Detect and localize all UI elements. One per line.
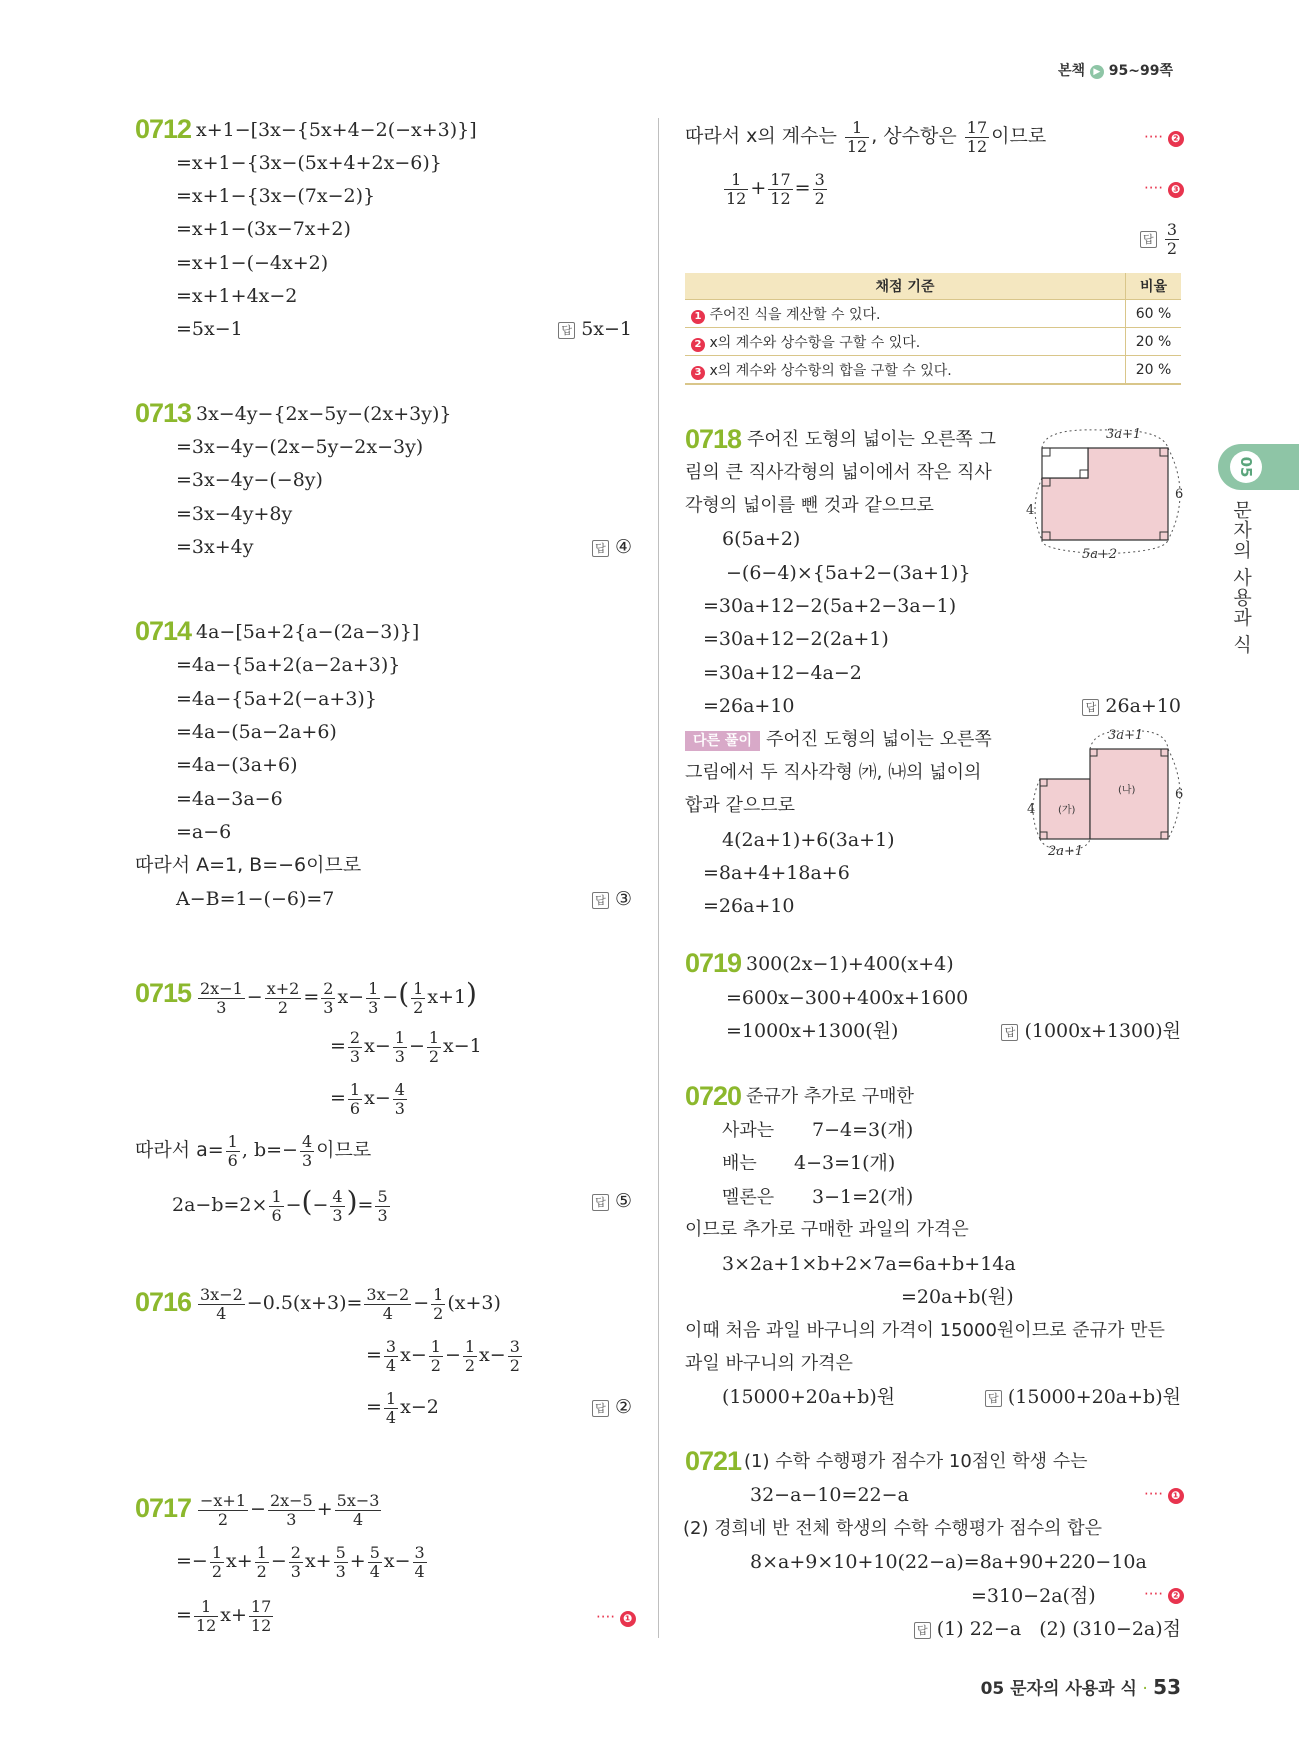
p0714-line-3: =4a−{5a+2(−a+3)} <box>176 688 377 710</box>
p0716-line-1: $\frac{3x-2}{4}$ −0.5(x+3)= $\frac{3x-2}{4}$ − $\frac{1}{2}$ (x+3) <box>200 1284 501 1323</box>
p0721-part-1: (1) 수학 수행평가 점수가 10점인 학생 수는 <box>744 1451 1088 1472</box>
fraction: $\frac{3}{4}$ <box>385 1336 397 1375</box>
p0712-line-4: =x+1−(3x−7x+2) <box>176 218 351 240</box>
header-book: 본책 <box>1057 63 1086 79</box>
p0718-line-3: =30a+12−2(5a+2−3a−1) <box>703 595 957 617</box>
fraction: $\frac{1}{2}$ <box>430 1336 441 1375</box>
p0718-text-2: 림의 큰 직사각형의 넓이에서 작은 직사 <box>685 462 992 483</box>
page-footer <box>981 1674 1181 1699</box>
p0721-part-2-calc-2: =310−2a(점) <box>971 1585 1096 1607</box>
p0718-alt-line-a: 4(2a+1)+6(3a+1) <box>722 829 895 851</box>
p0718-alt-text-3: 합과 같으므로 <box>685 795 796 816</box>
p0719-line-1: 300(2x−1)+400(x+4) <box>746 953 954 975</box>
grading-header-ratio: 비율 <box>1126 273 1182 300</box>
step-marker-2b: ···· ❷ <box>1144 1585 1184 1604</box>
p0717-line-1: $\frac{-x+1}{2}$ − $\frac{2x-5}{3}$ + $\frac{5x-3}{4}$ <box>200 1490 380 1529</box>
table-row: 3 x의 계수와 상수항의 합을 구할 수 있다. 20 % <box>685 356 1181 385</box>
alt-solution-tag: 다른 풀이 <box>685 731 760 751</box>
fraction: $\frac{1}{6}$ <box>271 1186 282 1225</box>
p0715-final: 2a−b=2× $\frac{1}{6}$ −(− $\frac{4}{3}$ )= $\frac{5}{3}$ <box>172 1185 388 1225</box>
p0712-line-1: x+1−[3x−{5x+4−2(−x+3)}] <box>196 119 477 141</box>
p0713-line-2: =3x−4y−(2x−5y−2x−3y) <box>176 436 424 458</box>
fraction: $\frac{17}{12}$ <box>250 1596 272 1635</box>
answer-icon: 답 <box>1082 699 1099 716</box>
p0715-line-1: $\frac{2x-1}{3}$ − $\frac{x+2}{2}$ = $\frac{2}{3}$ x− $\frac{1}{3}$ −( $\frac{1}{2}$ x+1) <box>200 977 477 1017</box>
fraction: $\frac{1}{3}$ <box>394 1027 405 1066</box>
p0716-line-3: = $\frac{1}{4}$ x−2 <box>366 1388 439 1427</box>
fraction: $\frac{1}{12}$ <box>846 117 868 156</box>
fraction: $\frac{1}{2}$ <box>464 1336 476 1375</box>
fraction: $\frac{3x-2}{4}$ <box>366 1284 410 1323</box>
p0712-line-7: =5x−1 <box>176 318 243 340</box>
problem-number-0720: 0720 <box>685 1081 742 1111</box>
p0718-line-6: =26a+10 <box>703 695 795 717</box>
fraction: $\frac{1}{6}$ <box>349 1079 361 1118</box>
fraction: $\frac{1}{2}$ <box>256 1542 267 1581</box>
p0717-cont-line-2: $\frac{1}{12}$ + $\frac{17}{12}$ = $\frac{3}{2}$ <box>726 169 825 208</box>
fraction: $\frac{2}{3}$ <box>323 978 334 1017</box>
fraction: $\frac{1}{4}$ <box>385 1388 397 1427</box>
fig1-top-label: 3a+1 <box>1106 427 1142 442</box>
p0718-line-5: =30a+12−4a−2 <box>703 662 862 684</box>
step-marker-1: ···· ❶ <box>596 1608 636 1627</box>
p0712-line-6: =x+1+4x−2 <box>176 285 298 307</box>
fraction: $\frac{2x-1}{3}$ <box>200 978 243 1017</box>
p0720-text-2: 이때 처음 과일 바구니의 가격이 15000원이므로 준규가 만든 <box>685 1320 1165 1341</box>
p0718-line-1: 6(5a+2) <box>722 528 801 550</box>
p0720-final: (15000+20a+b)원 <box>722 1386 896 1408</box>
fig1-bottom-label: 5a+2 <box>1082 547 1118 562</box>
answer-icon: 답 <box>1001 1024 1018 1041</box>
p0715-line-2: = $\frac{2}{3}$ x− $\frac{1}{3}$ − $\frac{1}{2}$ x−1 <box>330 1027 482 1066</box>
p0713-line-3: =3x−4y−(−8y) <box>176 469 323 491</box>
fraction: $\frac{1}{3}$ <box>368 978 379 1017</box>
answer-icon: 답 <box>558 322 575 339</box>
answer-icon: 답 <box>592 540 609 557</box>
p0718-alt-line-1: 다른 풀이 주어진 도형의 넓이는 오른쪽 <box>685 727 992 753</box>
p0717-line-3: = $\frac{1}{12}$ x+ $\frac{17}{12}$ <box>176 1596 272 1635</box>
footer-chapter: 05 문자의 사용과 식 <box>980 1679 1137 1699</box>
p0716-answer <box>592 1394 632 1420</box>
table-row: 2 x의 계수와 상수항을 구할 수 있다. 20 % <box>685 328 1181 356</box>
p0714-line-7: =a−6 <box>176 821 232 843</box>
fraction: $\frac{-x+1}{2}$ <box>200 1490 247 1529</box>
answer-text: 5x−1 <box>581 318 632 340</box>
p0719-line-3: =1000x+1300(원) <box>726 1020 899 1042</box>
fraction: $\frac{17}{12}$ <box>966 117 988 156</box>
p0721-answer <box>914 1616 1181 1642</box>
fraction: $\frac{1}{2}$ <box>433 1284 444 1323</box>
fraction: $\frac{5}{3}$ <box>335 1542 346 1581</box>
p0720-calc-1: 3×2a+1×b+2×7a=6a+b+14a <box>722 1253 1016 1275</box>
fraction: $\frac{3x-2}{4}$ <box>200 1284 243 1323</box>
p0713-line-1: 3x−4y−{2x−5y−(2x+3y)} <box>196 403 452 425</box>
p0715-line-3: = $\frac{1}{6}$ x− $\frac{4}{3}$ <box>330 1079 405 1118</box>
answer-text: ② <box>614 1396 632 1418</box>
fraction: $\frac{4}{3}$ <box>332 1186 343 1225</box>
p0718-alt-line-c: =26a+10 <box>703 895 795 917</box>
fraction: $\frac{3}{4}$ <box>414 1542 425 1581</box>
problem-number-0712: 0712 <box>135 114 192 144</box>
p0714-line-6: =4a−3a−6 <box>176 788 283 810</box>
fraction: $\frac{2}{3}$ <box>290 1542 301 1581</box>
fraction: $\frac{3}{2}$ <box>509 1336 520 1375</box>
fig1-left-label: 4 <box>1026 503 1035 518</box>
fig2-right-label: 6 <box>1175 787 1184 802</box>
problem-number-0713: 0713 <box>135 398 192 428</box>
p0712-line-5: =x+1−(−4x+2) <box>176 252 329 274</box>
p0718-alt-line-b: =8a+4+18a+6 <box>703 862 850 884</box>
answer-text: (1) 22−a (2) (310−2a)점 <box>936 1618 1181 1640</box>
p0720-mid: 이므로 추가로 구매한 과일의 가격은 <box>685 1219 969 1240</box>
problem-number-0721: 0721 <box>685 1446 742 1476</box>
answer-text: ③ <box>614 888 632 910</box>
step-marker-2: ···· ❷ <box>1144 128 1184 147</box>
step-marker-3: ···· ❸ <box>1144 179 1184 198</box>
fraction: $\frac{5}{4}$ <box>369 1542 380 1581</box>
p0721-part-2-calc-1: 8×a+9×10+10(22−a)=8a+90+220−10a <box>750 1551 1147 1573</box>
p0721-part-1-calc: 32−a−10=22−a <box>750 1484 909 1506</box>
figure-rectangle-subtract <box>1020 424 1195 564</box>
fig2-left-label: 4 <box>1027 802 1036 817</box>
p0712-line-3: =x+1−{3x−(7x−2)} <box>176 185 376 207</box>
p0718-text-1: 주어진 도형의 넓이는 오른쪽 그 <box>747 429 996 450</box>
p0715-conclusion: 따라서 a= $\frac{1}{6}$ , b=− $\frac{4}{3}$ 이므로 <box>135 1131 372 1170</box>
fraction: $\frac{4}{3}$ <box>394 1079 405 1118</box>
p0720-answer <box>985 1384 1181 1410</box>
column-divider <box>658 118 659 1638</box>
p0713-line-4: =3x−4y+8y <box>176 503 293 525</box>
p0714-final: A−B=1−(−6)=7 <box>176 888 335 910</box>
fraction: $\frac{1}{2}$ <box>428 1027 440 1066</box>
page-header <box>1058 60 1173 80</box>
p0712-line-2: =x+1−{3x−(5x+4+2x−6)} <box>176 152 442 174</box>
p0716-line-2: = $\frac{3}{4}$ x− $\frac{1}{2}$ − $\frac{1}{2}$ x− $\frac{3}{2}$ <box>366 1336 520 1375</box>
figure-two-rectangles <box>1022 725 1197 860</box>
problem-number-0715: 0715 <box>135 978 192 1008</box>
p0718-alt-text-2: 그림에서 두 직사각형 ㈎, ㈏의 넓이의 <box>685 762 982 783</box>
chapter-side-title: 문자의 사용과 식 <box>1230 500 1252 655</box>
p0714-line-5: =4a−(3a+6) <box>176 754 298 776</box>
problem-number-0718: 0718 <box>685 424 742 454</box>
p0718-line-2: −(6−4)×{5a+2−(3a+1)} <box>726 562 971 584</box>
answer-text: (1000x+1300)원 <box>1024 1020 1181 1042</box>
problem-number-0717: 0717 <box>135 1493 192 1523</box>
p0720-item-3: 멜론은 3−1=2(개) <box>722 1186 914 1208</box>
dot-separator: · <box>1142 1679 1148 1699</box>
answer-text: (15000+20a+b)원 <box>1007 1386 1181 1408</box>
p0713-answer <box>592 534 632 560</box>
p0717-cont-line-1: 따라서 x의 계수는 $\frac{1}{12}$ , 상수항은 $\frac{17}{12}$ 이므로 <box>685 117 1047 156</box>
p0717-answer <box>1140 218 1181 258</box>
fraction: $\frac{1}{6}$ <box>227 1131 238 1170</box>
answer-icon: 답 <box>985 1390 1002 1407</box>
fig1-right-label: 6 <box>1175 487 1184 502</box>
fraction: $\frac{x+2}{2}$ <box>266 978 300 1017</box>
problem-number-0716: 0716 <box>135 1287 192 1317</box>
p0717-line-2: =− $\frac{1}{2}$ x+ $\frac{1}{2}$ − $\frac{2}{3}$ x+ $\frac{5}{3}$ + $\frac{5}{4}$ x− $\frac{3}{4}$ <box>176 1542 425 1581</box>
fraction: $\frac{3}{2}$ <box>814 169 825 208</box>
p0714-line-4: =4a−(5a−2a+6) <box>176 721 337 743</box>
problem-number-0714: 0714 <box>135 616 192 646</box>
answer-text: 26a+10 <box>1105 695 1181 717</box>
p0720-item-2: 배는 4−3=1(개) <box>722 1152 896 1174</box>
p0720-calc-2: =20a+b(원) <box>901 1286 1014 1308</box>
fraction: $\frac{5x-3}{4}$ <box>336 1490 380 1529</box>
fraction: $\frac{17}{12}$ <box>770 169 791 208</box>
p0715-answer <box>592 1188 632 1214</box>
fraction: $\frac{3}{2}$ <box>1166 219 1177 258</box>
fraction: $\frac{2}{3}$ <box>349 1027 361 1066</box>
fig2-na-label: (나) <box>1118 785 1136 796</box>
fraction: $\frac{1}{12}$ <box>726 169 747 208</box>
grading-table <box>685 273 1181 385</box>
p0720-intro: 준규가 추가로 구매한 <box>746 1086 914 1107</box>
p0719-line-2: =600x−300+400x+1600 <box>726 987 969 1009</box>
fraction: $\frac{5}{3}$ <box>377 1186 388 1225</box>
answer-text: ④ <box>614 536 632 558</box>
p0714-line-1: 4a−[5a+2{a−(2a−3)}] <box>196 621 420 643</box>
p0720-text-3: 과일 바구니의 가격은 <box>685 1353 853 1374</box>
answer-icon: 답 <box>592 892 609 909</box>
p0721-part-2: (2) 경희네 반 전체 학생의 수학 수행평가 점수의 합은 <box>683 1518 1103 1539</box>
fraction: $\frac{4}{3}$ <box>301 1131 313 1170</box>
fraction: $\frac{1}{2}$ <box>413 978 424 1017</box>
p0718-text-3: 각형의 넓이를 뺀 것과 같으므로 <box>685 495 934 516</box>
p0719-answer <box>1001 1018 1181 1044</box>
answer-text: ⑤ <box>614 1190 632 1212</box>
problem-number-0719: 0719 <box>685 948 742 978</box>
p0720-item-1: 사과는 7−4=3(개) <box>722 1119 914 1141</box>
p0712-answer <box>558 316 632 342</box>
fig2-top-label: 3a+1 <box>1108 728 1144 743</box>
chapter-side-tab <box>1218 444 1299 490</box>
grading-header-criteria: 채점 기준 <box>685 273 1126 300</box>
p0718-line-4: =30a+12−2(2a+1) <box>703 628 889 650</box>
answer-icon: 답 <box>914 1622 931 1639</box>
p0714-line-2: =4a−{5a+2(a−2a+3)} <box>176 654 401 676</box>
fig2-ga-label: (가) <box>1058 805 1076 816</box>
answer-icon: 답 <box>592 1400 609 1417</box>
p0714-conclusion: 따라서 A=1, B=−6이므로 <box>135 854 362 876</box>
p0714-answer <box>592 886 632 912</box>
step-marker-1b: ···· ❶ <box>1144 1485 1184 1504</box>
step-circle: 3 <box>691 366 705 380</box>
step-circle: 1 <box>691 310 705 324</box>
step-circle: 2 <box>691 338 705 352</box>
p0718-answer <box>1082 693 1181 719</box>
fraction: $\frac{1}{2}$ <box>211 1542 223 1581</box>
fig2-bottom-label: 2a+1 <box>1048 844 1084 859</box>
header-pages: 95~99쪽 <box>1108 63 1173 79</box>
chapter-number: 05 <box>1230 451 1262 483</box>
answer-icon: 답 <box>1140 231 1157 248</box>
fraction: $\frac{1}{12}$ <box>195 1596 217 1635</box>
p0713-line-5: =3x+4y <box>176 536 254 558</box>
page-number: 53 <box>1153 1675 1181 1699</box>
table-row: 1 주어진 식을 계산할 수 있다. 60 % <box>685 300 1181 328</box>
arrow-right-icon: ▶ <box>1090 65 1104 79</box>
fraction: $\frac{2x-5}{3}$ <box>269 1490 313 1529</box>
answer-icon: 답 <box>592 1194 609 1211</box>
